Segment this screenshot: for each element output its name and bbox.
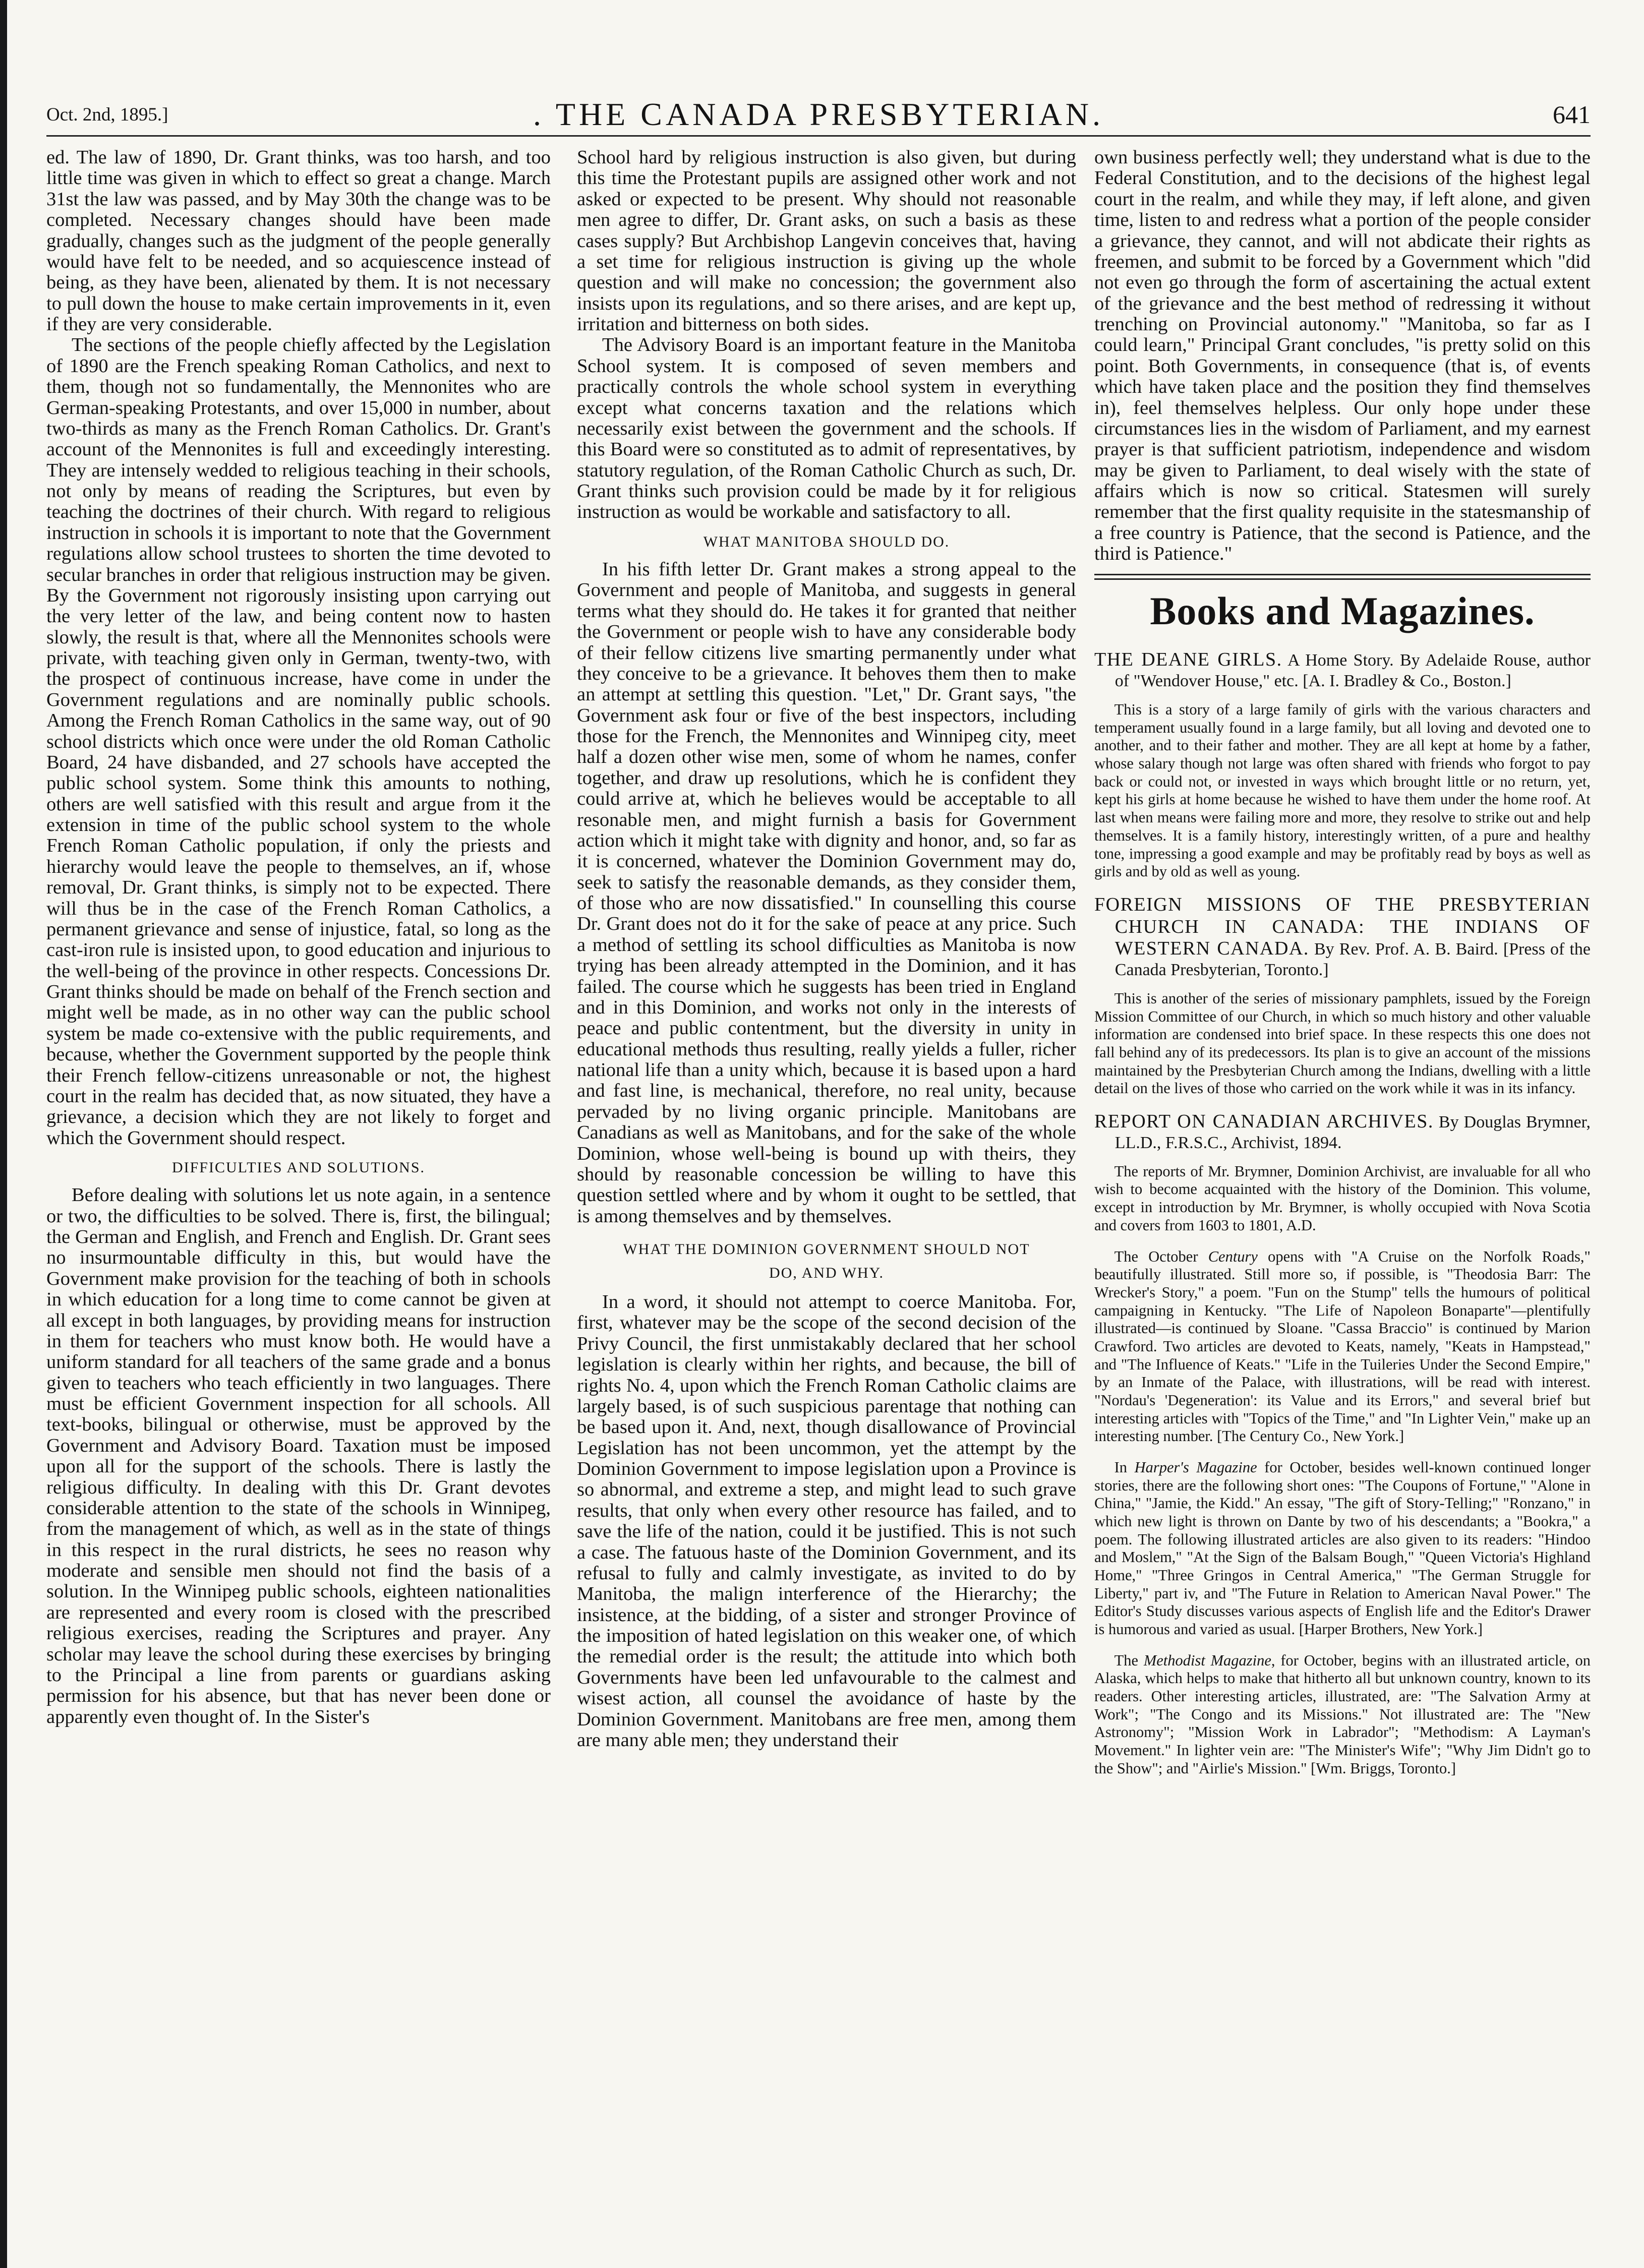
column-1 [46, 147, 551, 2230]
magazine-notice-text: opens with "A Cruise on the Norfolk Roads," beautifully illustrated. Still more so, if possible, is "Theodosia Barr: The Wrecker's Story," a poem. "Fun on the Stump" tells the humours of political campaigning in Kentucky. "The Life of Napoleon Bonaparte"—plentifully illustrated—is continued by Sloane. "Cassa Braccio" is continued by Marion Crawford. Two articles are devoted to Keats, namely, "Keats in Hampstead," and "The Influence of Keats." "Life in the Tuileries Under the Second Empire," by an Inmate of the Palace, with illustrations, will be read with interest. "Nordau's 'Degeneration': its Value and its Errors," and several brief but interesting articles with "Topics of the Time," and "In Lighter Vein," make up an interesting number. [The Century Co., New York.] [1094, 1247, 1591, 1445]
paragraph: School hard by religious instruction is also given, but during this time the Protestant pupils are assigned other work and not asked or expected to be present. Why should not reasonable men agree to differ, Dr. Grant asks, on such a basis as these cases supply? But Archbishop Langevin conceives that, having a set time for religious instruction is giving up the whole question and will make no concession; the government also insists upon its regulations, and so there arises, and are kept up, irritation and bitterness on both sides. [577, 147, 1076, 335]
column-2 [577, 147, 1076, 2230]
section-divider [1094, 574, 1591, 580]
header-rule [46, 135, 1591, 137]
magazine-notice [1094, 1459, 1591, 1639]
section-heading-line: WHAT THE DOMINION GOVERNMENT SHOULD NOT [623, 1241, 1030, 1258]
book-entry-heading [1094, 1111, 1591, 1153]
book-title: THE DEANE GIRLS. [1094, 649, 1282, 671]
magazine-name: Century [1208, 1247, 1258, 1265]
book-title: REPORT ON CANADIAN ARCHIVES. [1094, 1111, 1434, 1132]
magazine-notice-text: , for October, begins with an illustrated article, on Alaska, which helps to make that hitherto all but unknown country, known to its readers. Other interesting articles, illustrated, are: "The Salvation Army at Work"; "The Congo and its Missions." Not illustrated are: The "New Astronomy"; "Mission Work in Labrador"; "Methodism: A Layman's Movement." In lighter vein are: "The Minister's Wife"; "Why Jim Didn't go to the Show"; and "Airlie's Mission." [Wm. Briggs, Toronto.] [1094, 1651, 1591, 1777]
page-edge [0, 0, 7, 2268]
section-heading-line: DO, AND WHY. [769, 1264, 884, 1281]
book-meta: A Home Story. By Adelaide Rouse, author of "Wendover House," etc. [A. I. Bradley & Co., Boston.] [1114, 651, 1591, 691]
book-meta: By Rev. Prof. A. B. Baird. [Press of the Canada Presbyterian, Toronto.] [1114, 940, 1591, 979]
book-review: This is a story of a large family of girls with the various characters and temperament usually found in a large family, but all loving and devoted one to another, and to their father and mother. They are all kept at home by a father, whose salary though not large was often shared with friends who forgot to pay back or could not, or invested in ways which brought little or no return, yet, kept his girls at home because he wished to have them under the home roof. At last when means were failing more and more, they resolve to strike out and help themselves. It is a family history, interestingly written, of a pure and healthy tone, impressing a good example and may be profitably read by boys as well as girls and by old as well as young. [1094, 701, 1591, 880]
book-review: The reports of Mr. Brymner, Dominion Archivist, are invaluable for all who wish to become acquainted with the history of the Dominion. This volume, except in introduction by Mr. Brymner, is wholly occupied with Nova Scotia and covers from 1603 to 1801, A.D. [1094, 1162, 1591, 1234]
running-head [46, 96, 1591, 131]
paragraph: own business perfectly well; they understand what is due to the Federal Constitution, and to the decisions of the highest legal court in the realm, and while they may, if left alone, and given time, listen to and redress what a portion of the people consider a grievance, they cannot, and will not abdicate their rights as freemen, and submit to be forced by a Government which "did not even go through the form of ascertaining the actual extent of the grievance and the best method of redressing it without trenching on Provincial autonomy." "Manitoba, so far as I could learn," Principal Grant concludes, "is pretty solid on this point. Both Governments, in consequence (that is, of events which have taken place and the position they find themselves in), feel themselves helpless. Our only hope under these circumstances lies in the wisdom of Parliament, and my earnest prayer is that sufficient patriotism, independence and wisdom may be given to Parliament, to deal wisely with the state of affairs which is now so critical. Statesmen will surely remember that the first quality requisite in the statesmanship of a free country is Patience, that the second is Patience, and the third is Patience." [1094, 147, 1591, 565]
magazine-notice-text: The [1114, 1651, 1144, 1669]
section-heading: WHAT MANITOBA SHOULD DO. [703, 533, 950, 550]
section-title: Books and Magazines. [1150, 588, 1535, 633]
issue-date: Oct. 2nd, 1895.] [46, 104, 168, 125]
magazine-name: Harper's Magazine [1134, 1458, 1257, 1476]
book-review: This is another of the series of missionary pamphlets, issued by the Foreign Mission Committee of our Church, in which so much history and other valuable information are condensed into brief space. In these respects this one does not fall behind any of its predecessors. Its plan is to give an account of the missions maintained by the Presbyterian Church among the Indians, dwelling with a little detail on the lives of those who carried on the work while it was in its infancy. [1094, 990, 1591, 1097]
book-entry-heading [1094, 894, 1591, 980]
paragraph: In his fifth letter Dr. Grant makes a strong appeal to the Government and people of Manitoba, and suggests in general terms what they should do. He takes it for granted that neither the Government or people wish to have any considerable body of their fellow citizens live smarting permanently under what they conceive to be a grievance. It behoves them then to make an attempt at settling this question. "Let," Dr. Grant says, "the Government ask four or five of the best inspectors, including those for the French, the Mennonites and Winnipeg city, meet half a dozen other wise men, some of whom he names, confer together, and draw up resolutions, which he is confident they could arrive at, which he believes would be acceptable to all resonable men, and might furnish a basis for Government action which it might take with dignity and honor, and, so far as it is concerned, whatever the Dominion Government may do, seek to satisfy the reasonable demands, as they consider them, of those who are now dissatisfied." In counselling this course Dr. Grant does not do it for the sake of peace at any price. Such a method of settling its school difficulties as Manitoba is now trying has been already attempted in the Dominion, and it has failed. The course which he suggests has been tried in England and in this Dominion, and works not only in the interests of peace and public contentment, but the diversity in unity in educational methods thus resulting, really yields a fuller, richer national life than a unity which, because it is based upon a hard and fast line, is mechanical, therefore, no real unity, because pervaded by no living organic principle. Manitobans are Canadians as well as Manitobans, and for the sake of the whole Dominion, whose well-being is bound up with theirs, they should by reasonable concession be willing to have this question settled where and by whom it ought to be settled, that is among themselves and by themselves. [577, 559, 1076, 1227]
paragraph: Before dealing with solutions let us note again, in a sentence or two, the difficulties to be solved. There is, first, the bilingual; the German and English, and French and English. Dr. Grant sees no insurmountable difficulty in this, but would have the Government make provision for the teaching of both in schools in which education for a long time to come cannot be given at all except in both languages, by providing means for instruction in them for teachers who must know both. He would have a uniform standard for all teachers of the same grade and a bonus given to teachers who teach efficiently in two languages. There must be efficient Government inspection for all schools. All text-books, bilingual or otherwise, must be approved by the Government and Advisory Board. Taxation must be imposed upon all for the support of the schools. There is lastly the religious difficulty. In dealing with this Dr. Grant devotes considerable attention to the state of the schools in Winnipeg, from the management of which, as well as in the state of things in this respect in the rural districts, he sees no reason why moderate and sensible men should not find the basis of a solution. In the Winnipeg public schools, eighteen nationalities are represented and every room is closed with the prescribed religious exercises, reading the Scriptures and prayer. Any scholar may leave the school during these exercises by bringing to the Principal a line from parents or guardians asking permission for his absence, but that has never been done or apparently even thought of. In the Sister's [46, 1184, 551, 1727]
magazine-notice-text: for October, besides well-known continued longer stories, there are the following short ones: "The Coupons of Fortune," "Alone in China," "Jamie, the Kidd." An essay, "The gift of Story-Telling;" "Ronzano," in which new light is thrown on Dante by two of his descendants; a "Bookra," a poem. The following illustrated articles are also given to its readers: "Hindoo and Moslem," "At the Sign of the Balsam Bough," "Queen Victoria's Highland Home," "Three Gringos in Central America," "The German Struggle for Liberty," part iv, and "The Future in Relation to American Naval Power." The Editor's Study discusses various aspects of English life and the Editor's Drawer is humorous and varied as usual. [Harper Brothers, New York.] [1094, 1458, 1591, 1638]
book-title: FOREIGN MISSIONS OF THE PRESBYTERIAN CHURCH IN CANADA: THE INDIANS OF WESTERN CANADA. [1094, 893, 1591, 960]
paragraph: In a word, it should not attempt to coerce Manitoba. For, first, whatever may be the scope of the second decision of the Privy Council, the first unmistakably declared that her school legislation is clearly within her rights, and because, the bill of rights No. 4, upon which the French Roman Catholic claims are largely based, is of such suspicious parentage that nothing can be based upon it. And, next, though disallowance of Provincial Legislation has not been uncommon, yet the attempt by the Dominion Government to impose legislation upon a Province is so abnormal, and extreme a step, and might lead to such grave results, that only when every other resource has failed, and to save the life of the nation, could it be justified. This is not such a case. The fatuous haste of the Dominion Government, and its refusal to fully and calmly investigate, as invited to do by Manitoba, the malign interference of the Hierarchy; the insistence, at the bidding, of a sister and stronger Province of the imposition of hated legislation on this weaker one, of which the remedial order is the result; the attitude into which both Governments have been led unfavourable to the calmest and wisest action, all counsel the avoidance of haste by the Dominion Government. Manitobans are free men, among them are many able men; they understand their [577, 1291, 1076, 1751]
paragraph: The Advisory Board is an important feature in the Manitoba School system. It is composed of seven members and practically controls the whole school system in everything except what concerns taxation and the relations which necessarily exist between the government and the schools. If this Board were so constituted as to admit of representatives, by statutory regulation, of the Roman Catholic Church as such, Dr. Grant thinks such provision could be made by it for religious instruction as would be workable and satisfactory to all. [577, 334, 1076, 523]
paragraph: The sections of the people chiefly affected by the Legislation of 1890 are the French speaking Roman Catholics, and next to them, though not so fundamentally, the Mennonites who are German-speaking Protestants, and over 15,000 in number, about two-thirds as many as the French Roman Catholics. Dr. Grant's account of the Mennonites is full and exceedingly interesting. They are intensely wedded to religious teaching in their schools, not only by means of reading the Scriptures, but even by teaching the doctrines of their church. With regard to religious instruction in schools it is important to note that the Government regulations allow school trustees to shorten the time devoted to secular branches in order that religious instruction may be given. By the Government not rigorously insisting upon carrying out the very letter of the law, and being content now to hasten slowly, the result is that, where all the Mennonites schools were private, with teaching given only in German, twenty-two, with the prospect of continuous increase, have come in under the Government regulations and are nominally public schools. Among the French Roman Catholics in the same way, out of 90 school districts which once were under the old Roman Catholic Board, 24 have disbanded, and 27 schools have accepted the public school system. Some think this amounts to nothing, others are well satisfied with this result and argue from it the extension in time of the public school system to the whole French Roman Catholic population, if only the priests and hierarchy would leave the people to themselves, an if, whose removal, Dr. Grant thinks, is simply not to be expected. There will thus be in the case of the French Roman Catholics, a permanent grievance and sense of injustice, fatal, so long as the cast-iron rule is insisted upon, to good education and injurious to the well-being of the province in other respects. Concessions Dr. Grant thinks should be made on behalf of the French section and might well be made, as in no other way can the public school system be made co-extensive with the public requirements, and because, whether the Government supported by the people think their French fellow-citizens unreasonable or not, the highest court in the realm has decided that, as now situated, they have a grievance, a decision which they are not likely to forget and which the Government should respect. [46, 334, 551, 1149]
magazine-notice-text: In [1114, 1458, 1135, 1476]
page-number: 641 [1553, 100, 1591, 129]
section-heading: DIFFICULTIES AND SOLUTIONS. [171, 1159, 426, 1176]
magazine-notice-text: The October [1114, 1247, 1208, 1265]
column-3 [1094, 147, 1591, 2230]
book-entry-heading [1094, 649, 1591, 691]
magazine-notice [1094, 1652, 1591, 1778]
magazine-notice [1094, 1248, 1591, 1446]
book-meta: By Douglas Brymner, LL.D., F.R.S.C., Archivist, 1894. [1114, 1113, 1591, 1152]
journal-title: . THE CANADA PRESBYTERIAN. [533, 96, 1104, 132]
section-heading [577, 1238, 1076, 1285]
paragraph: ed. The law of 1890, Dr. Grant thinks, was too harsh, and too little time was given in which to effect so great a change. March 31st the law was passed, and by May 30th the change was to be completed. Necessary changes should have been made gradually, changes such as the judgment of the people generally would have felt to be needed, and so acquiescence instead of being, as they have been, alienated by them. It is not necessary to pull down the house to make certain improvements in it, even if they are very considerable. [46, 147, 551, 335]
magazine-name: Methodist Magazine [1143, 1651, 1271, 1669]
